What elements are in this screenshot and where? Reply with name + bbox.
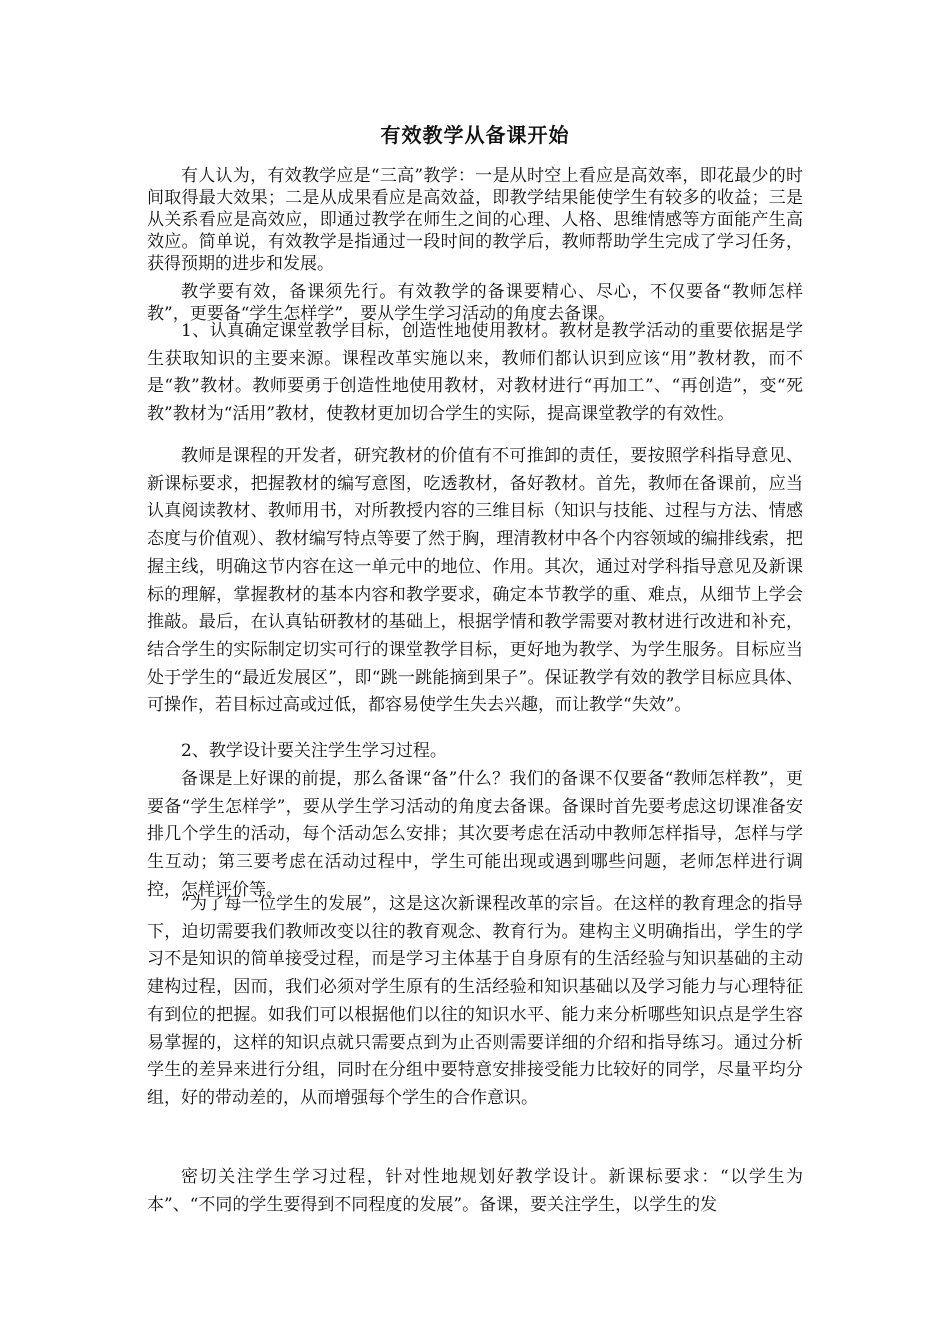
paragraph-intro: 有人认为，有效教学应是“三高”教学：一是从时空上看应是高效率，即花最少的时间取得最大效果；二是从成果看应是高效益，即教学结果能使学生有较多的收益；三是从关系看应是高效应，即通过教学在师生之间的心理、人格、思维情感等方面能产生高效应。简单说，有效教学是指通过一段时间的教学后，教师帮助学生完成了学习任务，获得预期的进步和发展。 bbox=[147, 166, 803, 274]
paragraph-student-development: “为了每一位学生的发展”，这是这次新课程改革的宗旨。在这样的教育理念的指导下，迫切需要我们教师改变以往的教育观念、教育行为。建构主义明确指出，学生的学习不是知识的简单接受过程，而是学习主体基于自身原有的生活经验与知识基础的主动建构过程，因而，我们必须对学生原有的生活经验和知识基础以及学习能力与心理特征有到位的把握。如我们可以根据他们以往的知识水平、能力来分析哪些知识点是学生容易掌握的，这样的知识点就只需要点到为止否则需要详细的介绍和指导练习。通过分析学生的差异来进行分组，同时在分组中要特意安排接受能力比较好的同学，尽量平均分组，好的带动差的，从而增强每个学生的合作意识。 bbox=[147, 894, 803, 1108]
paragraph-lesson-prep: 备课是上好课的前提，那么备课“备”什么？我们的备课不仅要备“教师怎样教”，更要备“学生怎样学”，要从学生学习活动的角度去备课。备课时首先要考虑这切课准备安排几个学生的活动，每个活动怎么安排；其次要考虑在活动中教师怎样指导，怎样与学生互动；第三要考虑在活动过程中，学生可能出现或遇到哪些问题，老师怎样进行调控，怎样评价等。 bbox=[147, 769, 803, 900]
paragraph-teacher-developer: 教师是课程的开发者，研究教材的价值有不可推卸的责任，要按照学科指导意见、新课标要求，把握教材的编写意图，吃透教材，备好教材。首先，教师在备课前，应当认真阅读教材、教师用书，对所教授内容的三维目标（知识与技能、过程与方法、情感态度与价值观）、教材编写特点等要了然于胸，理清教材中各个内容领域的编排线索，把握主线，明确这节内容在这一单元中的地位、作用。其次，通过对学科指导意见及新课标的理解，掌握教材的基本内容和教学要求，确定本节教学的重、难点，从细节上学会推敲。最后，在认真钻研教材的基础上，根据学情和教学需要对教材进行改进和补充，结合学生的实际制定切实可行的课堂教学目标，更好地为教学、为学生服务。目标应当处于学生的“最近发展区”，即“跳一跳能摘到果子”。保证教学有效的教学目标应具体、可操作，若目标过高或过低，都容易使学生失去兴趣，而让教学“失效”。 bbox=[147, 446, 803, 716]
document-title: 有效教学从备课开始 bbox=[380, 123, 570, 147]
paragraph-section-1: 1、认真确定课堂教学目标，创造性地使用教材。教材是教学活动的重要依据是学生获取知识的主要来源。课程改革实施以来，教师们都认识到应该“用”教材教，而不是“教”教材。教师要勇于创造性地使用教材，对教材进行“再加工”、“再创造”，变“死教”教材为“活用”教材，使教材更加切合学生的实际，提高课堂教学的有效性。 bbox=[147, 321, 803, 425]
paragraph-section-2-heading: 2、教学设计要关注学生学习过程。 bbox=[181, 741, 447, 761]
paragraph-prepare-first: 教学要有效，备课须先行。有效教学的备课要精心、尽心，不仅要备“教师怎样教”，更要备“学生怎样学”，要从学生学习活动的角度去备课。 bbox=[147, 282, 803, 324]
paragraph-learning-process: 密切关注学生学习过程，针对性地规划好教学设计。新课标要求：“以学生为本”、“不同的学生要得到不同程度的发展”。备课，要关注学生，以学生的发 bbox=[147, 1167, 803, 1215]
